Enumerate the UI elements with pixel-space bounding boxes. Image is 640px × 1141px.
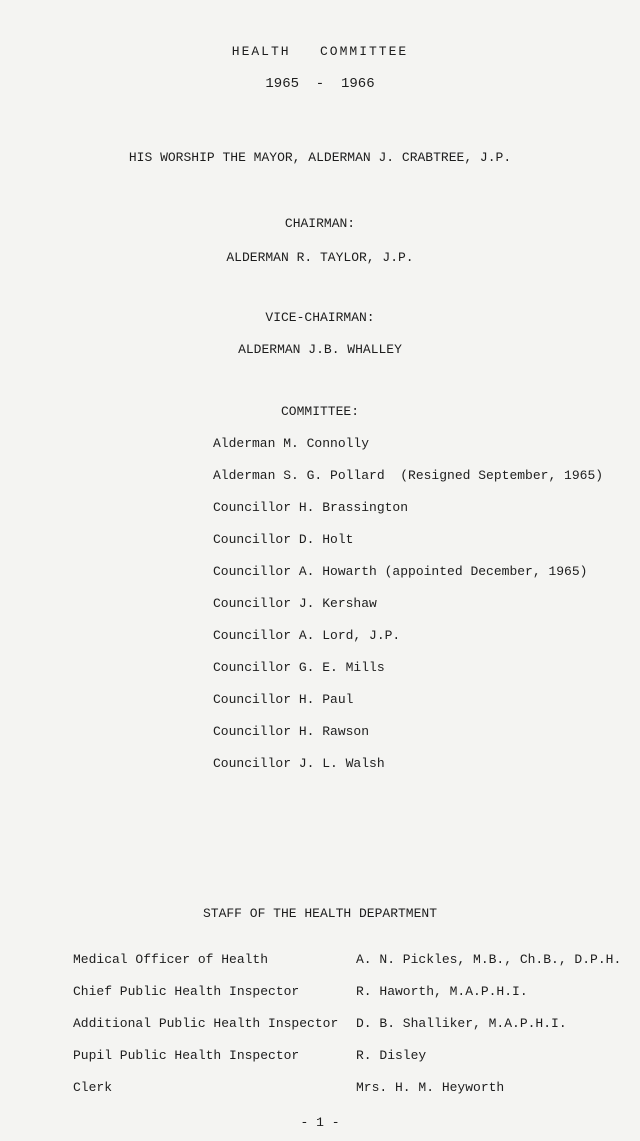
chairman-name: ALDERMAN R. TAYLOR, J.P. [226,250,414,265]
committee-member: Councillor H. Brassington [213,500,409,515]
committee-member: Councillor A. Howarth (appointed December, 1965) [213,564,588,579]
vice-chairman-heading: VICE-CHAIRMAN: [265,310,375,325]
staff-row [73,1016,640,1036]
committee-member: Councillor J. L. Walsh [213,756,385,771]
staff-name: Mrs. H. M. Heyworth [356,1080,505,1095]
committee-heading: COMMITTEE: [280,404,359,419]
committee-member: Alderman S. G. Pollard (Resigned September, 1965) [213,468,604,483]
staff-heading: STAFF OF THE HEALTH DEPARTMENT [202,906,438,921]
committee-member: Councillor A. Lord, J.P. [213,628,401,643]
committee-member: Councillor D. Holt [213,532,354,547]
staff-role: Medical Officer of Health [73,952,269,967]
staff-name: R. Haworth, M.A.P.H.I. [356,984,528,999]
committee-member: Councillor J. Kershaw [213,596,377,611]
committee-member: Councillor G. E. Mills [213,660,385,675]
committee-member: Councillor H. Rawson [213,724,370,739]
staff-row [73,952,640,972]
vice-chairman-name: ALDERMAN J.B. WHALLEY [238,342,402,357]
committee-member: Alderman M. Connolly [213,436,370,451]
staff-name: D. B. Shalliker, M.A.P.H.I. [356,1016,567,1031]
mayor-line: HIS WORSHIP THE MAYOR, ALDERMAN J. CRABTREE, J.P. [128,150,512,165]
page-number: - 1 - [300,1115,340,1130]
chairman-heading: CHAIRMAN: [284,216,356,231]
staff-row [73,984,640,1004]
document-title: HEALTH COMMITTEE [231,44,409,59]
document-years: 1965 - 1966 [265,76,375,92]
committee-member: Councillor H. Paul [213,692,354,707]
staff-role: Chief Public Health Inspector [73,984,300,999]
staff-name: R. Disley [356,1048,427,1063]
staff-role: Clerk [73,1080,113,1095]
staff-role: Additional Public Health Inspector [73,1016,339,1031]
staff-row [73,1080,640,1100]
staff-name: A. N. Pickles, M.B., Ch.B., D.P.H. [356,952,622,967]
staff-role: Pupil Public Health Inspector [73,1048,300,1063]
staff-row [73,1048,640,1068]
